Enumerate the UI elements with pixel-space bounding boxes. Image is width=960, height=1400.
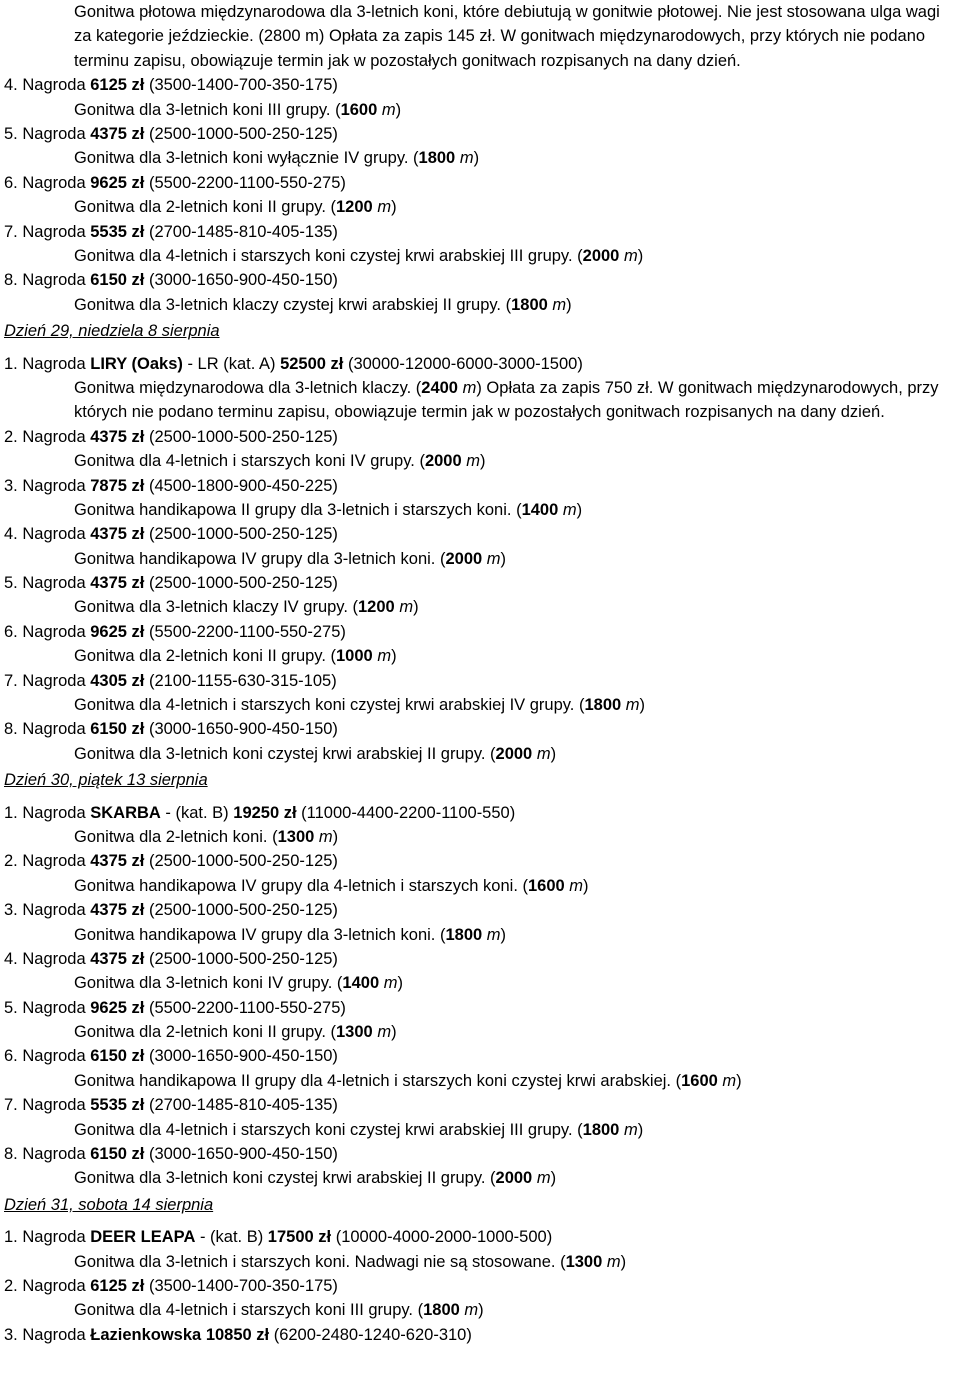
race-distance: (1600 m) [675,1071,742,1090]
prize-split: (3500-1400-700-350-175) [144,76,338,95]
race-distance: (1600 m) [522,876,589,895]
race-prize-line [4,522,960,546]
distance-unit: m [623,1120,638,1139]
race-entry [4,849,960,898]
prize-split: (2500-1000-500-250-125) [144,901,338,920]
race-number: 4. [4,525,23,544]
race-distance: (1300 m) [330,1023,397,1042]
distance-unit: m [381,100,396,119]
race-conditions: Gonitwa dla 4-letnich i starszych koni czystej krwi arabskiej IV grupy. [74,696,579,715]
race-entry [4,268,960,317]
prize-label: Nagroda [22,1325,91,1344]
prize-label: Nagroda [22,525,91,544]
race-distance: (1800 m) [505,295,572,314]
prize-amount: 4375 zł [90,852,145,871]
race-conditions: Gonitwa dla 4-letnich i starszych koni czystej krwi arabskiej III grupy. [74,246,578,265]
prize-amount: 9625 zł [90,173,145,192]
distance-value: 2000 [445,549,483,568]
distance-value: 1800 [445,925,483,944]
race-entry [4,425,960,474]
race-name: SKARBA [90,803,161,822]
prize-label: Nagroda [22,1145,91,1164]
race-distance: (1800 m) [413,149,480,168]
race-prize-line [4,801,960,825]
race-number: 2. [4,427,23,446]
prize-amount: 4375 zł [90,574,145,593]
race-distance: (1800 m) [439,925,507,944]
prize-label: Nagroda [22,427,91,446]
race-conditions: Gonitwa dla 2-letnich koni. [74,827,273,846]
race-number: 1. [4,1228,23,1247]
prize-amount: 19250 zł [233,803,297,822]
race-entry [4,1323,960,1347]
distance-unit: m [466,452,480,471]
race-prize-line [4,669,960,693]
race-distance: (1800 m) [577,1120,644,1139]
race-entry [4,122,960,171]
prize-split: (5500-2200-1100-550-275) [144,622,346,641]
race-prize-line [4,1225,960,1249]
race-distance: (1200 m) [352,598,419,617]
prize-split: (2700-1485-810-405-135) [144,222,338,241]
prize-label: Nagroda [22,901,91,920]
race-prize-line [4,474,960,498]
race-number: 6. [4,173,23,192]
prize-label: Nagroda [22,671,91,690]
prize-amount: 5535 zł [90,1096,145,1115]
race-conditions: Gonitwa handikapowa IV grupy dla 3-letnich koni. [74,549,440,568]
race-number: 8. [4,720,23,739]
race-prize-line [4,268,960,292]
distance-value: 1800 [423,1301,460,1320]
race-entry [4,1274,960,1323]
race-entry [4,996,960,1045]
race-entry [4,171,960,220]
distance-value: 1600 [340,100,378,119]
distance-unit: m [552,295,567,314]
race-distance: (1400 m) [336,974,403,993]
race-distance: (2000 m) [490,1169,557,1188]
race-description [4,547,960,571]
race-prize-line [4,849,960,873]
prize-amount: 6150 zł [90,1047,145,1066]
race-description [4,1020,960,1044]
prize-amount: 7875 zł [90,476,145,495]
race-name: DEER LEAPA [90,1228,196,1247]
race-conditions: Gonitwa dla 3-letnich klaczy IV grupy. [74,598,353,617]
race-description [4,146,960,170]
race-entry [4,1044,960,1093]
race-conditions: Gonitwa handikapowa II grupy dla 4-letnich i starszych koni czystej krwi arabskiej. [74,1071,676,1090]
prize-amount: 17500 zł [267,1228,332,1247]
race-category: - (kat. B) [160,803,234,822]
prize-split: (2500-1000-500-250-125) [144,852,338,871]
prize-label: Nagroda [22,1047,91,1066]
distance-unit: m [569,876,584,895]
race-prize-line [4,1044,960,1068]
distance-unit: m [562,500,577,519]
race-description [4,644,960,668]
race-conditions: Gonitwa dla 4-letnich i starszych koni czystej krwi arabskiej III grupy. [74,1120,578,1139]
distance-unit: m [399,598,414,617]
distance-value: 2000 [495,1169,533,1188]
race-number: 5. [4,125,23,143]
prize-split: (2500-1000-500-250-125) [144,427,338,446]
race-distance: (1800 m) [417,1301,484,1320]
distance-unit: m [536,744,551,763]
distance-value: 2000 [582,246,620,265]
race-conditions: Gonitwa dla 4-letnich i starszych koni IV grupy. [74,452,420,471]
prize-label: Nagroda [22,949,91,968]
race-description [4,693,960,717]
race-prize-line [4,947,960,971]
race-description [4,498,960,522]
race-conditions: Gonitwa dla 3-letnich koni czystej krwi arabskiej II grupy. [74,1169,491,1188]
race-category: - LR (kat. A) [182,354,281,373]
race-conditions: Gonitwa handikapowa IV grupy dla 3-letnich koni. [74,925,440,944]
prize-label: Nagroda [22,76,91,95]
race-number: 4. [4,76,23,95]
distance-unit: m [722,1071,737,1090]
prize-split: (10000-4000-2000-1000-500) [331,1228,553,1247]
distance-value: 1800 [511,295,548,314]
prize-split: (2500-1000-500-250-125) [144,574,338,593]
distance-unit: m [377,1023,392,1042]
distance-unit: m [318,827,333,846]
race-entry [4,717,960,766]
prize-split: (2700-1485-810-405-135) [144,1096,338,1115]
prize-split: (2500-1000-500-250-125) [144,525,338,544]
prize-split: (2100-1155-630-315-105) [144,671,337,690]
race-number: 5. [4,574,23,593]
prize-label: Nagroda [22,998,91,1017]
distance-unit: m [459,149,474,168]
race-number: 6. [4,622,23,641]
distance-value: 1300 [565,1252,603,1271]
intro-paragraph: Gonitwa płotowa międzynarodowa dla 3-letnich koni, które debiutują w gonitwie płotowej. Nie jest stosowana ulga wagi za kategorie jeździeckie. (2800 m) Opłata za zapis 145 zł. W gonitwach międzynarodowych, przy których nie podano terminu zapisu, obowiązuje termin jak w pozostałych gonitwach rozpisanych na dany dzień. [74,3,940,70]
prize-amount: 52500 zł [280,354,344,373]
race-description [4,195,960,219]
race-entry [4,1093,960,1142]
distance-value: 2400 [421,378,458,397]
race-number: 7. [4,222,23,241]
race-number: 4. [4,949,23,968]
race-prize-line [4,1093,960,1117]
race-entry [4,801,960,850]
prize-amount: 6150 zł [90,720,145,739]
prize-label: Nagroda [22,476,91,495]
race-distance: (2000 m) [577,246,644,265]
race-distance: (1000 m) [330,647,397,666]
distance-unit: m [486,549,501,568]
prize-label: Nagroda [22,622,91,641]
race-distance: (1300 m) [560,1252,627,1271]
prize-amount: 6150 zł [90,1145,145,1164]
distance-value: 1400 [342,974,380,993]
day-heading: Dzień 29, niedziela 8 sierpnia [4,322,220,341]
prize-amount: 6125 zł [90,1277,145,1295]
race-conditions: Gonitwa handikapowa II grupy dla 3-letnich i starszych koni. [74,500,517,519]
race-distance: (1200 m) [330,198,397,217]
race-prize-line [4,122,960,146]
race-prize-line [4,352,960,376]
race-prize-line [4,171,960,195]
race-conditions: Gonitwa dla 3-letnich koni wyłącznie IV grupy. [74,149,414,168]
race-entry [4,220,960,269]
race-distance: (1300 m) [272,827,339,846]
distance-value: 1200 [336,198,373,217]
race-distance: (2000 m) [439,549,507,568]
prize-split: (11000-4400-2200-1100-550) [296,803,516,822]
prize-amount: 4375 zł [90,125,145,143]
race-description [4,825,960,849]
prize-label: Nagroda [22,720,91,739]
race-prize-line [4,996,960,1020]
race-extra-note: Opłata za zapis 750 zł. W gonitwach międzynarodowych, przy których nie podano terminu zapisu, obowiązuje termin jak w pozostałych gonitwach rozpisanych na dany dzień. [74,378,939,422]
race-conditions: Gonitwa dla 4-letnich i starszych koni III grupy. [74,1301,418,1320]
race-description [4,244,960,268]
race-prize-line [4,571,960,595]
race-description [4,1250,960,1274]
race-name: LIRY (Oaks) [90,354,183,373]
prize-label: Nagroda [22,574,91,593]
prize-label: Nagroda [22,173,91,192]
race-prize-line [4,620,960,644]
distance-value: 1800 [584,696,622,715]
race-number: 1. [4,354,23,373]
race-distance: (2000 m) [419,452,486,471]
race-conditions: Gonitwa dla 3-letnich i starszych koni. Nadwagi nie są stosowane. [74,1252,561,1271]
race-distance: (1600 m) [335,100,402,119]
prize-amount: 4375 zł [90,949,145,968]
distance-unit: m [625,696,640,715]
prize-split: (5500-2200-1100-550-275) [144,998,346,1017]
race-number: 7. [4,1096,23,1115]
race-conditions: Gonitwa międzynarodowa dla 3-letnich klaczy. [74,378,416,397]
prize-split: (30000-12000-6000-3000-1500) [343,354,583,373]
race-description [4,376,960,425]
race-conditions: Gonitwa dla 3-letnich koni czystej krwi arabskiej II grupy. [74,744,491,763]
prize-amount: 4375 zł [90,427,145,446]
distance-value: 1600 [681,1071,718,1090]
race-prize-line [4,717,960,741]
prize-label: Nagroda [22,271,91,290]
race-description [4,1069,960,1093]
prize-label: Nagroda [22,222,91,241]
race-prize-line [4,1142,960,1166]
race-entry [4,1225,960,1274]
distance-unit: m [606,1252,621,1271]
race-prize-line [4,73,960,97]
race-prize-line [4,898,960,922]
race-conditions: Gonitwa dla 2-letnich koni II grupy. [74,647,331,666]
prize-label: Nagroda [22,125,91,143]
distance-unit: m [377,198,392,217]
prize-split: (3000-1650-900-450-150) [144,271,338,290]
race-distance: (1400 m) [516,500,583,519]
race-name: Łazienkowska [90,1325,202,1344]
race-entry [4,571,960,620]
race-distance: (1800 m) [578,696,646,715]
prize-label: Nagroda [22,852,91,871]
distance-value: 2000 [424,452,462,471]
race-number: 8. [4,271,23,290]
prize-amount: 6125 zł [90,76,145,95]
race-description [4,923,960,947]
distance-value: 1800 [582,1120,620,1139]
race-number: 6. [4,1047,23,1066]
race-number: 1. [4,803,23,822]
race-entry [4,73,960,122]
race-conditions: Gonitwa handikapowa IV grupy dla 4-letnich i starszych koni. [74,876,523,895]
prize-split: (4500-1800-900-450-225) [144,476,338,495]
prize-label: Nagroda [22,1277,91,1295]
distance-value: 1200 [358,598,395,617]
day-heading: Dzień 30, piątek 13 sierpnia [4,771,208,790]
race-description [4,98,960,122]
race-conditions: Gonitwa dla 2-letnich koni II grupy. [74,1023,331,1042]
race-category: - (kat. B) [195,1228,268,1247]
distance-unit: m [536,1169,551,1188]
race-number: 2. [4,1277,23,1295]
prize-amount: 4305 zł [90,671,145,690]
prize-split: (3500-1400-700-350-175) [144,1277,338,1295]
race-description [4,595,960,619]
distance-value: 1000 [336,647,373,666]
prize-amount: 9625 zł [90,998,145,1017]
prize-split: (5500-2200-1100-550-275) [144,173,346,192]
distance-unit: m [623,246,638,265]
race-conditions: Gonitwa dla 3-letnich koni III grupy. [74,100,336,119]
race-number: 3. [4,476,23,495]
distance-unit: m [383,974,398,993]
distance-unit: m [462,378,477,397]
distance-value: 1300 [277,827,315,846]
distance-unit: m [377,647,392,666]
race-prize-line [4,1274,960,1298]
prize-amount: 9625 zł [90,622,145,641]
race-conditions: Gonitwa dla 2-letnich koni II grupy. [74,198,331,217]
prize-split: (6200-2480-1240-620-310) [269,1325,472,1344]
prize-split: (3000-1650-900-450-150) [144,720,338,739]
race-number: 5. [4,998,23,1017]
race-distance: (2000 m) [490,744,557,763]
race-description [4,293,960,317]
race-conditions: Gonitwa dla 3-letnich klaczy czystej krwi arabskiej II grupy. [74,295,506,314]
race-description [4,449,960,473]
race-number: 7. [4,671,23,690]
day-heading: Dzień 31, sobota 14 sierpnia [4,1195,214,1214]
prize-label: Nagroda [22,803,91,822]
race-entry [4,947,960,996]
race-description [4,1298,960,1322]
prize-split: (2500-1000-500-250-125) [144,125,338,143]
distance-value: 1400 [521,500,559,519]
distance-value: 1600 [527,876,565,895]
prize-label: Nagroda [22,1228,91,1247]
race-description [4,971,960,995]
race-distance: (2400 m) [415,378,482,397]
race-prize-line [4,425,960,449]
distance-unit: m [486,925,501,944]
race-entry [4,620,960,669]
race-number: 2. [4,852,23,871]
race-entry [4,1142,960,1191]
prize-amount: 10850 zł [205,1325,270,1344]
prize-amount: 5535 zł [90,222,145,241]
prize-amount: 6150 zł [90,271,145,290]
race-prize-line [4,220,960,244]
race-number: 8. [4,1145,23,1164]
prize-split: (3000-1650-900-450-150) [144,1145,338,1164]
race-entry [4,474,960,523]
prize-split: (3000-1650-900-450-150) [144,1047,338,1066]
race-entry [4,352,960,425]
prize-amount: 4375 zł [90,901,145,920]
race-blocks [4,73,960,1347]
race-number: 3. [4,901,23,920]
race-description [4,742,960,766]
race-description [4,874,960,898]
distance-value: 1300 [336,1023,373,1042]
prize-amount: 4375 zł [90,525,145,544]
prize-split: (2500-1000-500-250-125) [144,949,338,968]
distance-value: 2000 [495,744,533,763]
race-number: 3. [4,1325,23,1344]
distance-unit: m [464,1301,479,1320]
distance-value: 1800 [418,149,456,168]
race-entry [4,898,960,947]
race-conditions: Gonitwa dla 3-letnich koni IV grupy. [74,974,337,993]
race-description [4,1118,960,1142]
race-description [4,1166,960,1190]
race-prize-line [4,1323,960,1347]
race-entry [4,522,960,571]
prize-label: Nagroda [22,354,91,373]
race-entry [4,669,960,718]
prize-label: Nagroda [22,1096,91,1115]
